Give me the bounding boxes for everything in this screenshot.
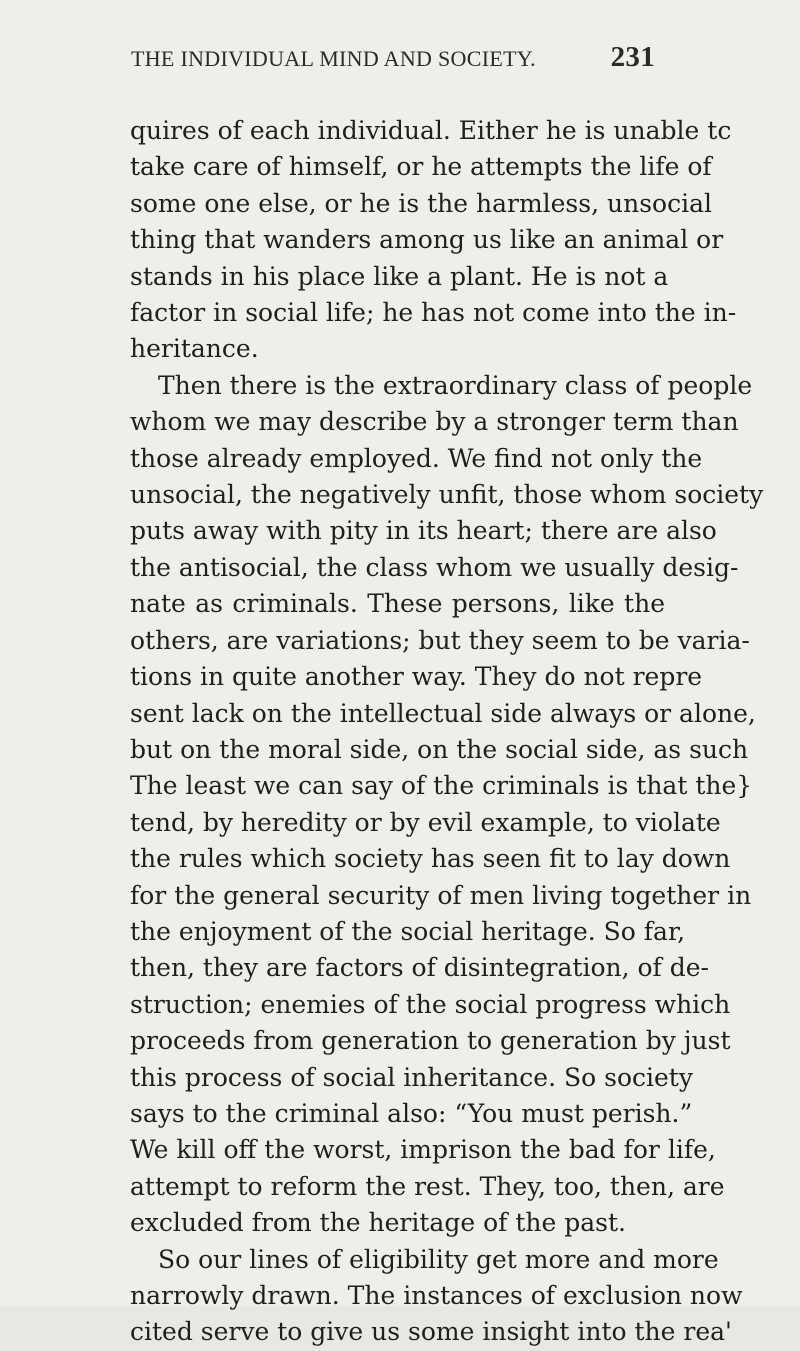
text-line: the enjoyment of the social heritage. So far,: [130, 916, 686, 946]
text-line: the rules which society has seen fit to lay down: [130, 844, 731, 874]
text-line: stands in his place like a plant. He is not a: [130, 261, 669, 291]
text-line: unsocial, the negatively unfit, those whom society: [130, 480, 764, 510]
text-line: heritance.: [130, 334, 259, 364]
text-line: Then there is the extraordinary class of people: [158, 370, 753, 400]
text-line: quires of each individual. Either he is unable tc: [130, 116, 732, 145]
text-line: this process of social inheritance. So society: [130, 1062, 693, 1092]
text-line: take care of himself, or he attempts the life of: [130, 152, 712, 182]
body-text: [130, 113, 764, 1351]
text-line: some one else, or he is the harmless, unsocial: [130, 188, 712, 218]
text-line: says to the criminal also: “You must perish.”: [130, 1098, 693, 1128]
text-line: puts away with pity in its heart; there are also: [130, 516, 717, 546]
text-line: tend, by heredity or by evil example, to violate: [130, 807, 721, 837]
text-line: factor in social life; he has not come into the in-: [130, 298, 737, 328]
text-line: The least we can say of the criminals is that the}: [130, 771, 753, 801]
text-line: nate as criminals. These persons, like the: [130, 589, 665, 619]
text-line: narrowly drawn. The instances of exclusion now: [130, 1281, 743, 1310]
running-head: [131, 41, 655, 73]
text-line: others, are variations; but they seem to be varia-: [130, 625, 750, 655]
text-line: sent lack on the intellectual side always or alone,: [130, 698, 756, 728]
text-line: thing that wanders among us like an animal or: [130, 225, 724, 255]
text-line: cited serve to give us some insight into the rea': [130, 1317, 732, 1347]
text-line: tions in quite another way. They do not repre: [130, 662, 703, 692]
text-line: whom we may describe by a stronger term than: [130, 407, 739, 437]
text-line: the antisocial, the class whom we usually desig-: [130, 552, 739, 582]
page-number: 231: [610, 41, 655, 73]
text-line: excluded from the heritage of the past.: [130, 1208, 626, 1238]
text-line: We kill off the worst, imprison the bad for life,: [130, 1135, 716, 1165]
text-line: for the general security of men living together in: [130, 880, 752, 910]
running-head-title: THE INDIVIDUAL MIND AND SOCIETY.: [131, 46, 536, 71]
text-line: those already employed. We find not only the: [130, 443, 703, 473]
text-line: proceeds from generation to generation by just: [130, 1026, 731, 1056]
text-line: struction; enemies of the social progress which: [130, 989, 731, 1019]
text-line: then, they are factors of disintegration, of de-: [130, 953, 709, 983]
text-line: So our lines of eligibility get more and more: [158, 1244, 719, 1274]
text-line: attempt to reform the rest. They, too, then, are: [130, 1171, 725, 1201]
text-line: but on the moral side, on the social side, as such: [130, 734, 749, 764]
